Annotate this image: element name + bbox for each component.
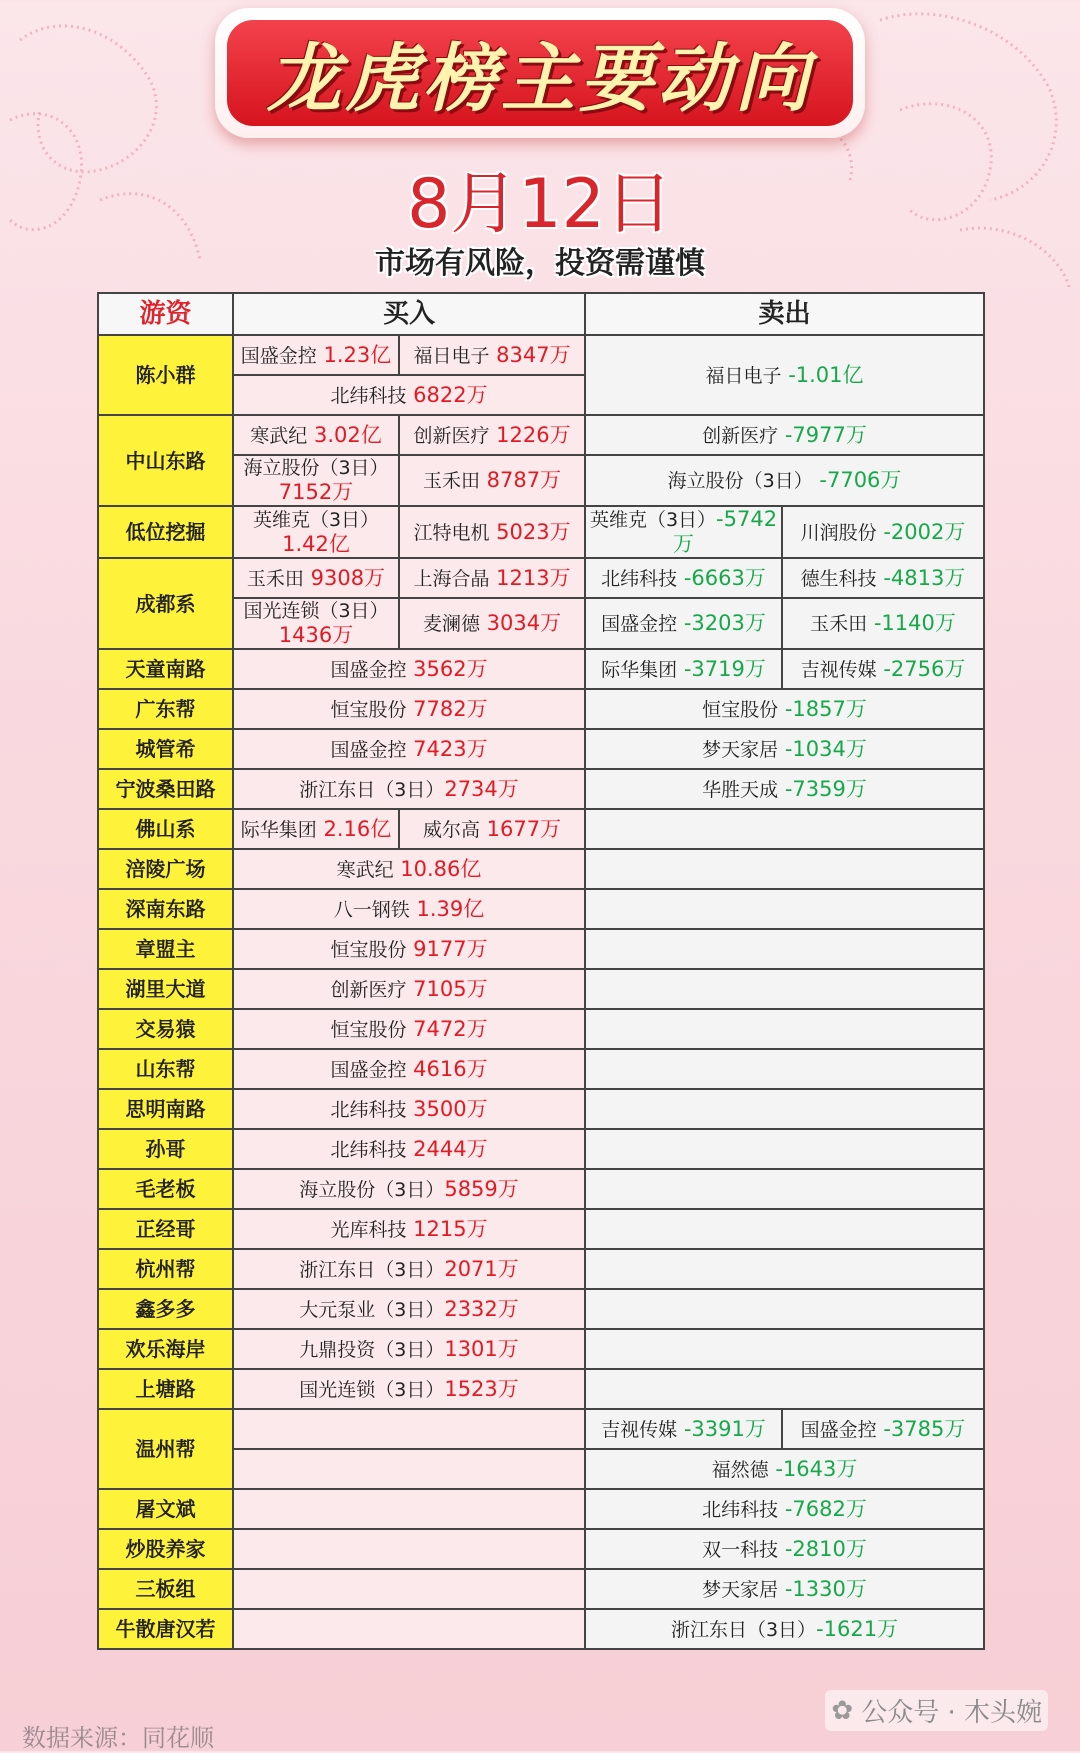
- sell-entry: [585, 1009, 984, 1049]
- table-row: [98, 769, 984, 809]
- buy-entry: 海立股份（3日）7152万: [233, 455, 399, 506]
- title-banner-inner: [227, 20, 853, 126]
- sell-entry: [585, 1089, 984, 1129]
- sell-entry: [585, 1209, 984, 1249]
- sell-entry: [585, 1129, 984, 1169]
- buy-entry: 国盛金控 1.23亿: [233, 335, 399, 375]
- sell-entry: [585, 969, 984, 1009]
- sell-entry: [585, 1289, 984, 1329]
- trader-name: 湖里大道: [98, 969, 233, 1009]
- table-row: [98, 1209, 984, 1249]
- table-row: [98, 1249, 984, 1289]
- buy-entry: 北纬科技 2444万: [233, 1129, 585, 1169]
- sell-entry: 吉视传媒 -3391万: [585, 1409, 782, 1449]
- table-row: [98, 1289, 984, 1329]
- buy-entry: 寒武纪 3.02亿: [233, 415, 399, 455]
- table-row: [98, 929, 984, 969]
- trader-name: 三板组: [98, 1569, 233, 1609]
- trader-name: 正经哥: [98, 1209, 233, 1249]
- table-row: [98, 1529, 984, 1569]
- trader-name: 思明南路: [98, 1089, 233, 1129]
- sell-entry: 福然德 -1643万: [585, 1449, 984, 1489]
- table-row: [98, 1009, 984, 1049]
- buy-entry: 江特电机 5023万: [399, 506, 585, 558]
- trader-name: 上塘路: [98, 1369, 233, 1409]
- table-row: [98, 1089, 984, 1129]
- sell-entry: [585, 1049, 984, 1089]
- table-row: [98, 1049, 984, 1089]
- table-row: [98, 506, 984, 558]
- sell-entry: 国盛金控 -3203万: [585, 598, 782, 649]
- trader-name: 广东帮: [98, 689, 233, 729]
- trader-name: 章盟主: [98, 929, 233, 969]
- sell-entry: 海立股份（3日） -7706万: [585, 455, 984, 506]
- table-row: [98, 649, 984, 689]
- buy-entry: 国盛金控 3562万: [233, 649, 585, 689]
- title-banner: [215, 8, 865, 138]
- trader-name: 屠文斌: [98, 1489, 233, 1529]
- trader-name: 城管希: [98, 729, 233, 769]
- table-row: [98, 689, 984, 729]
- buy-entry: 光库科技 1215万: [233, 1209, 585, 1249]
- buy-entry: 寒武纪 10.86亿: [233, 849, 585, 889]
- sell-entry: [585, 1329, 984, 1369]
- trader-name: 交易猿: [98, 1009, 233, 1049]
- buy-entry: 国光连锁（3日）1523万: [233, 1369, 585, 1409]
- table-row: [98, 889, 984, 929]
- table-header-row: [98, 293, 984, 335]
- trading-table: [97, 292, 985, 1650]
- buy-entry: 玉禾田 9308万: [233, 558, 399, 598]
- account-name: 公众号 · 木头婉: [861, 1698, 1042, 1728]
- trader-name: 成都系: [98, 558, 233, 649]
- buy-entry: 九鼎投资（3日）1301万: [233, 1329, 585, 1369]
- sell-entry: 北纬科技 -7682万: [585, 1489, 984, 1529]
- buy-entry: 恒宝股份 7782万: [233, 689, 585, 729]
- buy-entry: 际华集团 2.16亿: [233, 809, 399, 849]
- buy-entry: [233, 1409, 585, 1449]
- buy-entry: [233, 1489, 585, 1529]
- sell-entry: 福日电子 -1.01亿: [585, 335, 984, 415]
- sell-entry: 创新医疗 -7977万: [585, 415, 984, 455]
- buy-entry: 恒宝股份 9177万: [233, 929, 585, 969]
- trader-name: 鑫多多: [98, 1289, 233, 1329]
- table-row: [98, 558, 984, 598]
- header-buy: 买入: [233, 293, 585, 335]
- table-row: [98, 1409, 984, 1449]
- sell-entry: 川润股份 -2002万: [782, 506, 984, 558]
- sell-entry: 玉禾田 -1140万: [782, 598, 984, 649]
- sell-entry: [585, 929, 984, 969]
- buy-entry: 创新医疗 1226万: [399, 415, 585, 455]
- sell-entry: 华胜天成 -7359万: [585, 769, 984, 809]
- sell-entry: 浙江东日（3日）-1621万: [585, 1609, 984, 1649]
- buy-entry: [233, 1609, 585, 1649]
- trader-name: 佛山系: [98, 809, 233, 849]
- buy-entry: 海立股份（3日）5859万: [233, 1169, 585, 1209]
- trader-name: 欢乐海岸: [98, 1329, 233, 1369]
- sell-entry: 际华集团 -3719万: [585, 649, 782, 689]
- buy-entry: 麦澜德 3034万: [399, 598, 585, 649]
- buy-entry: 大元泵业（3日）2332万: [233, 1289, 585, 1329]
- sell-entry: 北纬科技 -6663万: [585, 558, 782, 598]
- wechat-icon: ✿: [831, 1695, 854, 1726]
- trader-name: 深南东路: [98, 889, 233, 929]
- buy-entry: 北纬科技 3500万: [233, 1089, 585, 1129]
- buy-entry: [233, 1529, 585, 1569]
- buy-entry: 国盛金控 4616万: [233, 1049, 585, 1089]
- trader-name: 山东帮: [98, 1049, 233, 1089]
- table-row: [98, 1569, 984, 1609]
- buy-entry: 英维克（3日）1.42亿: [233, 506, 399, 558]
- buy-entry: 威尔高 1677万: [399, 809, 585, 849]
- table-row: [98, 969, 984, 1009]
- trader-name: 低位挖掘: [98, 506, 233, 558]
- buy-entry: 创新医疗 7105万: [233, 969, 585, 1009]
- sell-entry: 国盛金控 -3785万: [782, 1409, 984, 1449]
- buy-entry: 浙江东日（3日）2071万: [233, 1249, 585, 1289]
- trader-name: 毛老板: [98, 1169, 233, 1209]
- buy-entry: 北纬科技 6822万: [233, 375, 585, 415]
- sell-entry: 英维克（3日）-5742万: [585, 506, 782, 558]
- sell-entry: [585, 849, 984, 889]
- trader-name: 陈小群: [98, 335, 233, 415]
- buy-entry: 国盛金控 7423万: [233, 729, 585, 769]
- table-row: [98, 1129, 984, 1169]
- sell-entry: [585, 889, 984, 929]
- table-row: [98, 415, 984, 455]
- buy-entry: 八一钢铁 1.39亿: [233, 889, 585, 929]
- table-row: [98, 809, 984, 849]
- sell-entry: 梦天家居 -1034万: [585, 729, 984, 769]
- trader-name: 炒股养家: [98, 1529, 233, 1569]
- trader-name: 牛散唐汉若: [98, 1609, 233, 1649]
- buy-entry: 福日电子 8347万: [399, 335, 585, 375]
- table-row: [98, 729, 984, 769]
- trader-name: 宁波桑田路: [98, 769, 233, 809]
- sell-entry: 吉视传媒 -2756万: [782, 649, 984, 689]
- header-trader: 游资: [98, 293, 233, 335]
- trader-name: 孙哥: [98, 1129, 233, 1169]
- sell-entry: 恒宝股份 -1857万: [585, 689, 984, 729]
- buy-entry: [233, 1449, 585, 1489]
- risk-warning: 市场有风险，投资需谨慎: [375, 246, 705, 281]
- table-row: [98, 1169, 984, 1209]
- sell-entry: [585, 1369, 984, 1409]
- data-source: 数据来源：同花顺: [22, 1724, 214, 1752]
- sell-entry: [585, 809, 984, 849]
- table-row: [98, 1489, 984, 1529]
- buy-entry: 上海合晶 1213万: [399, 558, 585, 598]
- table-row: [98, 1369, 984, 1409]
- sell-entry: 双一科技 -2810万: [585, 1529, 984, 1569]
- trader-name: 中山东路: [98, 415, 233, 506]
- table-row: [98, 1329, 984, 1369]
- sell-entry: 德生科技 -4813万: [782, 558, 984, 598]
- header-sell: 卖出: [585, 293, 984, 335]
- trader-name: 温州帮: [98, 1409, 233, 1489]
- report-date: 8月12日: [407, 165, 673, 244]
- page-title: 龙虎榜主要动向: [267, 36, 813, 122]
- table-row: [98, 1609, 984, 1649]
- table-row: [98, 335, 984, 375]
- sell-entry: 梦天家居 -1330万: [585, 1569, 984, 1609]
- buy-entry: 国光连锁（3日）1436万: [233, 598, 399, 649]
- table-row: [98, 849, 984, 889]
- trader-name: 杭州帮: [98, 1249, 233, 1289]
- trader-name: 涪陵广场: [98, 849, 233, 889]
- buy-entry: 恒宝股份 7472万: [233, 1009, 585, 1049]
- buy-entry: 玉禾田 8787万: [399, 455, 585, 506]
- buy-entry: 浙江东日（3日）2734万: [233, 769, 585, 809]
- sell-entry: [585, 1249, 984, 1289]
- account-watermark: [825, 1690, 1048, 1731]
- buy-entry: [233, 1569, 585, 1609]
- sell-entry: [585, 1169, 984, 1209]
- trader-name: 天童南路: [98, 649, 233, 689]
